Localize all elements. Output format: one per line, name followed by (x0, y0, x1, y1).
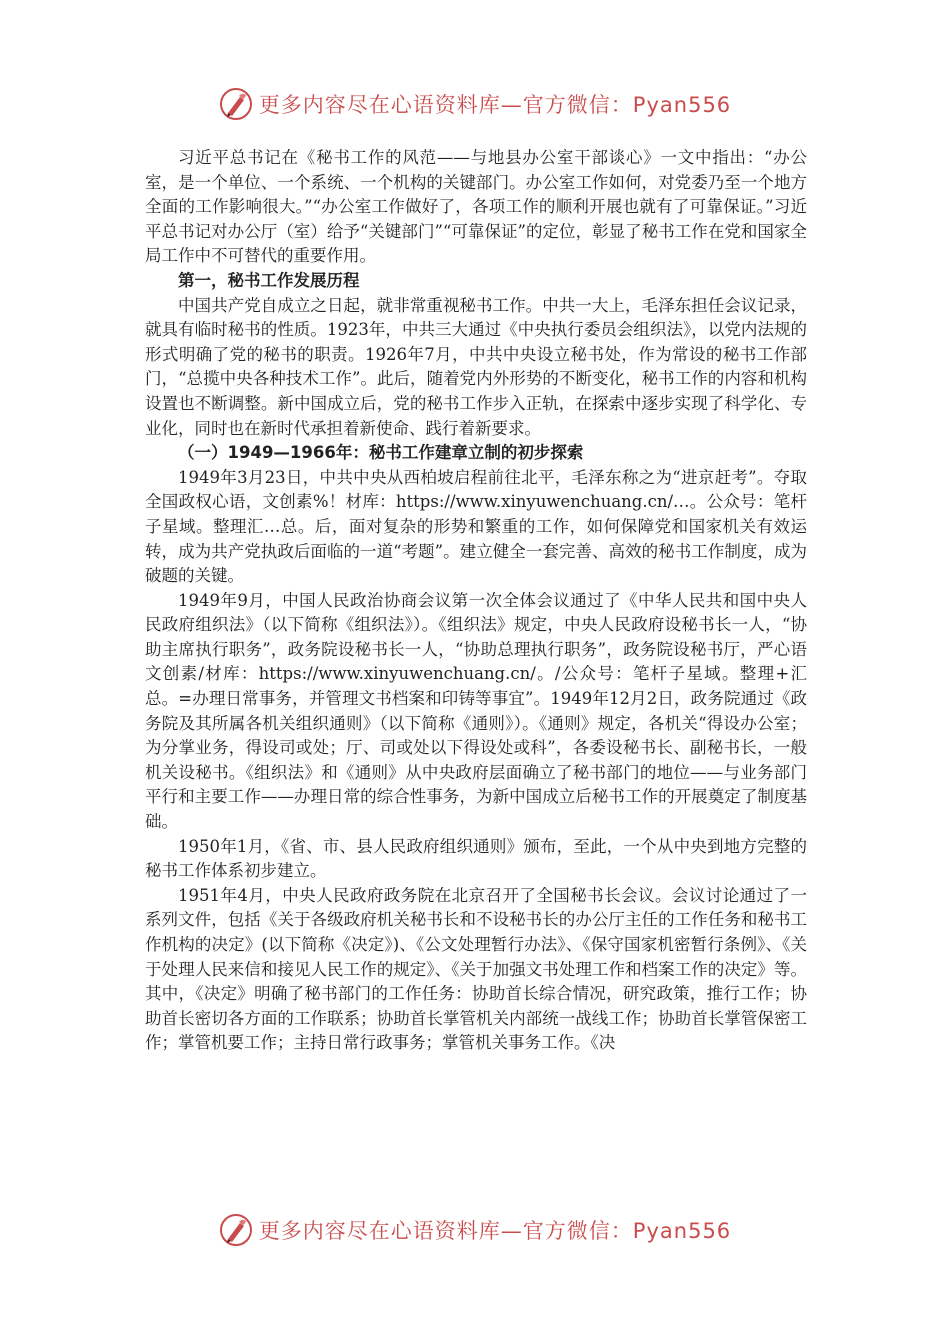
pen-logo-icon (219, 87, 253, 121)
header-banner (0, 84, 950, 124)
banner-text: 更多内容尽在心语资料库—官方微信：Pyan556 (258, 1219, 732, 1243)
pen-logo-icon (219, 1213, 253, 1247)
paragraph: 习近平总书记在《秘书工作的风范——与地县办公室干部谈心》一文中指出：“办公室，是一个单位、一个系统、一个机构的关键部门。办公室工作如何，对党委乃至一个地方全面的工作影响很大。”“办公室工作做好了，各项工作的顺利开展也就有了可靠保证。”习近平总书记对办公厅（室）给予“关键部门”“可靠保证”的定位，彰显了秘书工作在党和国家全局工作中不可替代的重要作用。 (145, 148, 807, 266)
paragraph: 1950年1月，《省、市、县人民政府组织通则》颁布，至此，一个从中央到地方完整的秘书工作体系初步建立。 (145, 836, 807, 881)
paragraph: 1949年3月23日，中共中央从西柏坡启程前往北平，毛泽东称之为“进京赶考”。夺取全国政权心语，文创素%！材库：https://www.xinyuwenchuang.cn/…。公众号：笔杆子星域。整理汇…总。后，面对复杂的形势和繁重的工作，如何保障党和国家机关有效运转，成为共产党执政后面临的一道“考题”。建立健全一套完善、高效的秘书工作制度，成为破题的关键。 (145, 467, 807, 586)
paragraph: 中国共产党自成立之日起，就非常重视秘书工作。中共一大上，毛泽东担任会议记录，就具有临时秘书的性质。1923年，中共三大通过《中央执行委员会组织法》，以党内法规的形式明确了党的秘书的职责。1926年7月，中共中央设立秘书处，作为常设的秘书工作部门，“总揽中央各种技术工作”。此后，随着党内外形势的不断变化，秘书工作的内容和机构设置也不断调整。新中国成立后，党的秘书工作步入正轨，在探索中逐步实现了科学化、专业化，同时也在新时代承担着新使命、践行着新要求。 (145, 295, 807, 438)
footer-banner (0, 1210, 950, 1250)
banner-text: 更多内容尽在心语资料库—官方微信：Pyan556 (258, 93, 732, 117)
section-heading: 第一，秘书工作发展历程 (178, 270, 360, 290)
paragraph: 1951年4月，中央人民政府政务院在北京召开了全国秘书长会议。会议讨论通过了一系列文件，包括《关于各级政府机关秘书长和不设秘书长的办公厅主任的工作任务和秘书工作机构的决定》(以下简称《决定》)、《公文处理暂行办法》、《保守国家机密暂行条例》、《关于处理人民来信和接见人民工作的规定》、《关于加强文书处理工作和档案工作的决定》等。其中，《决定》明确了秘书部门的工作任务：协助首长综合情况，研究政策，推行工作；协助首长密切各方面的工作联系；协助首长掌管机关内部统一战线工作；协助首长掌管保密工作；掌管机要工作；主持日常行政事务；掌管机关事务工作。《决 (145, 885, 807, 1053)
document-body (145, 146, 807, 1056)
subsection-heading: （一）1949—1966年：秘书工作建章立制的初步探索 (178, 443, 584, 463)
paragraph: 1949年9月，中国人民政治协商会议第一次全体会议通过了《中华人民共和国中央人民政府组织法》（以下简称《组织法》）。《组织法》规定，中央人民政府设秘书长一人，“协助主席执行职务”，政务院设秘书长一人，“协助总理执行职务”，政务院设秘书厅，严心语文创素/材库：https://www.xinyuwenchuang.cn/。/公众号：笔杆子星域。整理+汇总。=办理日常事务，并管理文书档案和印铸等事宜”。1949年12月2日，政务院通过《政务院及其所属各机关组织通则》（以下简称《通则》）。《通则》规定，各机关“得设办公室；为分掌业务，得设司或处；厅、司或处以下得设处或科”，各委设秘书长、副秘书长，一般机关设秘书。《组织法》和《通则》从中央政府层面确立了秘书部门的地位——与业务部门平行和主要工作——办理日常的综合性事务，为新中国成立后秘书工作的开展奠定了制度基础。 (145, 590, 807, 832)
